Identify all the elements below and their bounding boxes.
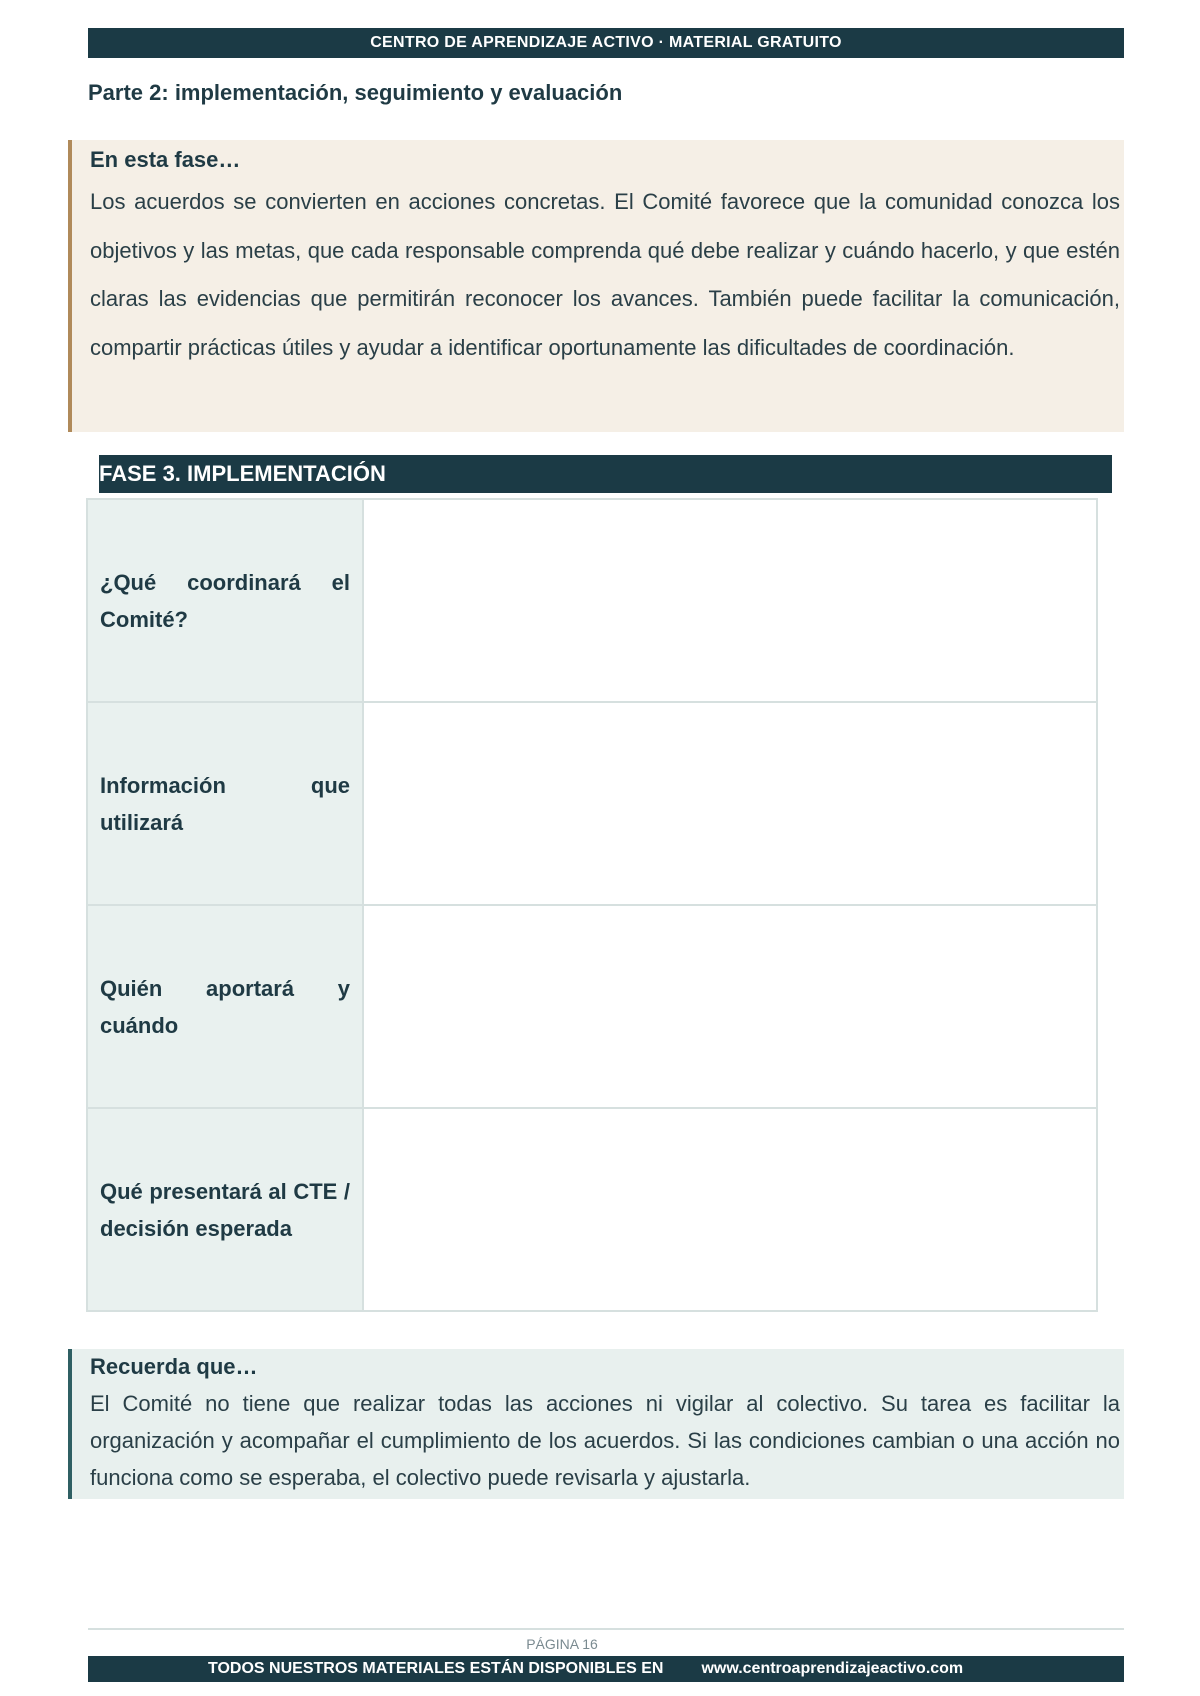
answer-field-presentation[interactable]	[363, 1108, 1097, 1311]
table-row	[87, 702, 1097, 905]
answer-field-contributor[interactable]	[363, 905, 1097, 1108]
page-number: PÁGINA 16	[526, 1636, 598, 1652]
phase-callout-title: En esta fase…	[90, 147, 241, 172]
top-banner-text: CENTRO DE APRENDIZAJE ACTIVO · MATERIAL GRATUITO	[370, 34, 842, 51]
table-row	[87, 905, 1097, 1108]
row-label-information: Información que utilizará	[100, 772, 350, 835]
row-label-coordinate: ¿Qué coordinará el Comité?	[100, 569, 350, 632]
answer-field-information[interactable]	[363, 702, 1097, 905]
phase-callout	[68, 140, 1124, 432]
footer-banner	[88, 1656, 1124, 1682]
phase-table-header: FASE 3. IMPLEMENTACIÓN	[99, 455, 1112, 493]
section-title: Parte 2: implementación, seguimiento y evaluación	[88, 80, 623, 105]
table-label-cell	[87, 1108, 363, 1311]
row-label-presentation: Qué presentará al CTE / decisión esperada	[100, 1178, 350, 1241]
remember-callout-body: El Comité no tiene que realizar todas las acciones ni vigilar al colectivo. Su tarea es facilitar la organización y acompañar el cumplimiento de los acuerdos. Si las condiciones cambian o una acción no funciona como se esperaba, el colectivo puede revisarla y ajustarla.	[90, 1391, 1120, 1490]
table-row	[87, 499, 1097, 702]
table-label-cell	[87, 905, 363, 1108]
phase-callout-body: Los acuerdos se convierten en acciones concretas. El Comité favorece que la comunidad conozca los objetivos y las metas, que cada responsable comprenda qué debe realizar y cuándo hacerlo, y que estén claras las evidencias que permitirán reconocer los avances. También puede facilitar la comunicación, compartir prácticas útiles y ayudar a identificar oportunamente las dificultades de coordinación.	[90, 189, 1120, 360]
table-row	[87, 1108, 1097, 1311]
remember-callout-title: Recuerda que…	[90, 1354, 258, 1379]
answer-field-coordinate[interactable]	[363, 499, 1097, 702]
top-banner	[88, 28, 1124, 58]
footer-url-link[interactable]: www.centroaprendizajeactivo.com	[701, 1660, 964, 1677]
footer-text: TODOS NUESTROS MATERIALES ESTÁN DISPONIBLES EN	[208, 1660, 664, 1677]
row-label-contributor: Quién aportará y cuándo	[100, 975, 350, 1038]
table-label-cell	[87, 499, 363, 702]
table-label-cell	[87, 702, 363, 905]
footer-divider	[88, 1628, 1124, 1630]
remember-callout	[68, 1349, 1124, 1499]
phase-table	[86, 498, 1098, 1312]
